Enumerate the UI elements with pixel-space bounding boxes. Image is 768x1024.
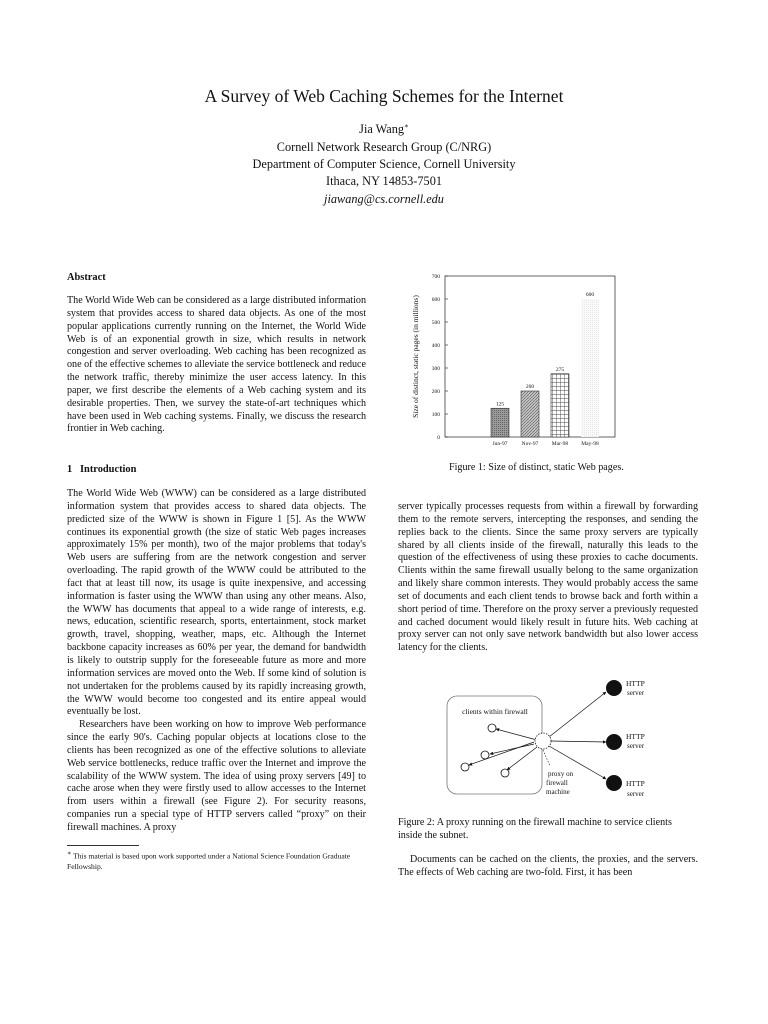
footnote [67, 849, 366, 872]
client-node [501, 769, 509, 777]
http-server-node [606, 734, 622, 750]
intro-paragraph-1: The World Wide Web (WWW) can be considered as a large distributed information system that provides access to shared data objects. The predicted size of the WWW is shown in Figure 1 [5]. As the WWW continues its exponential growth (the size of static Web pages increases approximately 15% per month), two of the major problems that today's Web users are suffering from are the network congestion and server overloading. The rapid growth of the WWW could be attributed to the fact that at least till now, its usage is quite inexpensive, and accessing information is faster using the WWW than using any other means. Also, the WWW has documents that appeal to a wide range of interests, e.g. news, education, scientific research, sports, entertainment, stock market growth, travel, shopping, weather, maps, etc. Although the Internet backbone capacity increases as 60% per year, the demand for bandwidth is likely to outstrip supply for the foreseeable future as more and more information services are moved onto the Web. If some kind of solution is not undertaken for the problems caused by its rapidly increasing growth, the WWW would become too congested and its entire appeal would eventually be lost. [67, 488, 366, 718]
bar [491, 408, 509, 437]
affiliation-department: Department of Computer Science, Cornell University [252, 157, 516, 171]
arrow-to-client-2 [469, 742, 534, 765]
y-tick-label: 400 [431, 343, 440, 349]
abstract-heading: Abstract [67, 272, 106, 283]
proxy-callout-line [543, 750, 550, 766]
abstract-body [67, 295, 366, 436]
y-tick-label: 100 [431, 412, 440, 418]
footnote-mark: ∗ [67, 850, 72, 857]
y-tick-label: 300 [431, 366, 440, 372]
server-label-3-line-1: HTTP [626, 779, 645, 788]
server-label-1-line-2: server [627, 689, 645, 697]
bar-value-label: 600 [585, 292, 595, 298]
bar-value-label: 275 [555, 366, 565, 373]
affiliation-address: Ithaca, NY 14853-7501 [326, 174, 442, 188]
bar-value-label: 200 [525, 384, 535, 390]
author-name: Jia Wang [359, 122, 405, 137]
y-tick-label: 700 [431, 274, 440, 280]
bar [581, 299, 599, 437]
proxy-label-line-1: proxy on [548, 770, 574, 778]
client-node [461, 763, 469, 771]
y-tick-label: 600 [431, 297, 440, 303]
x-tick-label: Nov-97 [521, 441, 539, 447]
arrow-to-client-1 [496, 729, 537, 740]
intro-right-paragraph-2: Documents can be cached on the clients, the proxies, and the servers. The effects of Web caching are two-fold. First, it has been [398, 854, 698, 878]
arrow-to-server-1 [549, 692, 606, 737]
client-node [488, 724, 496, 732]
client-node [481, 751, 489, 759]
proxy-label-line-3: machine [546, 788, 570, 796]
server-label-3-line-2: server [627, 790, 645, 798]
proxy-label-line-2: firewall [546, 779, 568, 787]
bar [521, 391, 539, 437]
bar-value-label: 125 [495, 401, 505, 408]
proxy-node [535, 733, 551, 749]
y-axis-label: Size of distinct, static pages (in millions) [411, 295, 420, 418]
section-heading-introduction [67, 464, 136, 475]
figure-2-caption: Figure 2: A proxy running on the firewall machine to service clients inside the subnet. [398, 817, 672, 841]
abstract-text: The World Wide Web can be considered as a large distributed information system that provides access to shared data objects. As one of the most popular applications currently running on the Internet, the World Wide Web is of an exponential growth in size, which results in network congestion and server overloading. Web caching has been recognized as one of the effective schemes to alleviate the service bottleneck and reduce the network traffic, thereby minimize the user access latency. In this paper, we first describe the elements of a Web caching system and its desirable properties. Then, we survey the state-of-art techniques which have been used in Web caching systems. Finally, we discuss the research frontier in Web caching. [67, 295, 366, 435]
author-line [0, 122, 768, 137]
server-label-1-line-1: HTTP [626, 679, 645, 688]
intro-left-column [67, 488, 366, 835]
chart-plot-area [411, 274, 615, 447]
footnote-text: This material is based upon work supported under a National Science Foundation Graduate Fellowship. [67, 851, 351, 871]
x-tick-label: May-98 [581, 441, 599, 447]
author-footnote-mark: ∗ [404, 122, 409, 130]
paper-title: A Survey of Web Caching Schemes for the Internet [204, 86, 564, 106]
bar [551, 374, 569, 437]
http-server-node [606, 680, 622, 696]
clients-label: clients within firewall [462, 707, 528, 716]
intro-right-column-continued [398, 854, 698, 880]
arrow-to-server-2 [551, 741, 606, 742]
y-tick-label: 0 [437, 435, 440, 441]
intro-right-paragraph-1: server typically processes requests from within a firewall by forwarding them to the remote servers, intercepting the responses, and sending the replies back to the clients. Since the same proxy servers are typically shared by all clients inside of the firewall, naturally this leads to the question of the effectiveness of using these proxies to cache documents. Clients within the same firewall usually belong to the same organization and likely share common interests. They would probably access the same set of documents and each client tends to browse back and forth within a short period of time. Therefore on the proxy server a previously requested and cached document would likely result in future hits. Web caching at proxy server can not only save network bandwidth but also lower access latency for the clients. [398, 501, 698, 654]
author-email: jiawang@cs.cornell.edu [324, 192, 444, 206]
server-label-2-line-2: server [627, 742, 645, 750]
y-tick-label: 500 [431, 320, 440, 326]
intro-paragraph-2: Researchers have been working on how to improve Web performance since the early 90's. Caching popular objects at locations close to the clients has been recognized as one of the effective solutions to alleviate Web service bottlenecks, reduce traffic over the Internet and improve the scalability of the WWW system. The idea of using proxy servers [49] to cache arose when they were firstly used to allow accesses to the Internet from users within a firewall (see Figure 2). For security reasons, companies run a special type of HTTP servers called “proxy” on their firewall machines. A proxy [67, 719, 366, 833]
arrow-to-client-4 [507, 747, 537, 770]
y-tick-label: 200 [431, 389, 440, 395]
http-server-node [606, 775, 622, 791]
figure-1-chart [400, 262, 700, 457]
section-title: Introduction [80, 464, 137, 475]
x-tick-label: Jun-97 [492, 441, 508, 447]
server-label-2-line-1: HTTP [626, 732, 645, 741]
footnote-rule [67, 845, 139, 846]
affiliation-group: Cornell Network Research Group (C/NRG) [276, 140, 492, 154]
figure-2-diagram [440, 676, 680, 806]
section-number: 1 [67, 464, 73, 475]
figure-1-caption: Figure 1: Size of distinct, static Web pages. [449, 462, 624, 473]
arrow-to-client-3 [490, 744, 534, 754]
intro-right-column [398, 501, 698, 655]
x-tick-label: Mar-98 [551, 441, 569, 447]
